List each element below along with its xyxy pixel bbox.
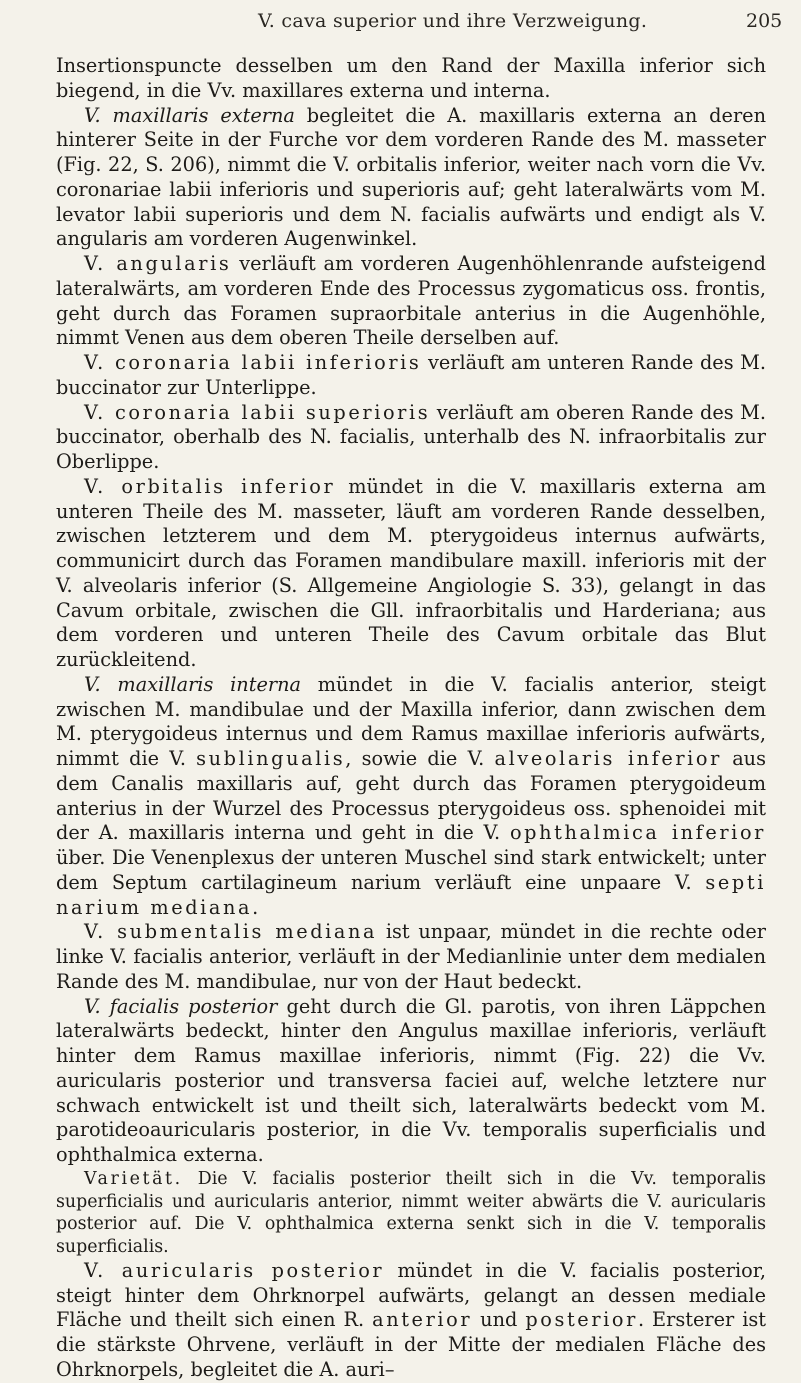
paragraph-text: ist unpaar, mündet in die rechte oder linke V. facialis anterior, verläuft in der Medianlinie unter dem medialen Rande des M. mandibulae, nur von der Haut bedeckt. (56, 920, 766, 993)
paragraph-text: verläuft am vorderen Augenhöhlenrande aufsteigend lateralwärts, am vorderen Ende des Processus zygomaticus oss. frontis, geht durch das Foramen supraorbitale anterius in die Augenhöhle, nimmt Venen aus dem oberen Theile derselben auf. (56, 252, 767, 350)
term-heading: V. submentalis mediana (84, 920, 378, 944)
paragraph-text: mündet in die V. maxillaris externa am unteren Theile des M. masseter, läuft am vorderen Rande desselben, zwischen letzterem und dem M. pterygoideus internus aufwärts, communicirt durch das Foramen mandibulare maxill. inferioris mit der V. alveolaris inferior (S. Allgemeine Angiologie S. 33), gelangt in das Cavum orbitale, zwischen die Gll. infraorbitalis und Harderiana; aus dem vorderen und unteren Theile des Cavum orbitale das Blut zurückleitend. (56, 474, 766, 671)
paragraph-text: und (472, 1308, 526, 1332)
paragraph-text: Insertionspuncte desselben um den Rand der Maxilla inferior sich biegend, in die Vv. maxillares externa und interna. (56, 54, 766, 102)
paragraph-text: Die V. facialis posterior theilt sich in die Vv. temporalis superficialis und auricularis anterior, nimmt weiter abwärts die V. auricularis posterior auf. Die V. ophthalmica externa senkt sich in die V. temporalis superficialis. (56, 1168, 766, 1258)
paragraph-text: mündet in die V. facialis anterior, steigt zwischen M. mandibulae und der Maxilla inferior, dann zwischen dem M. pterygoideus internus und dem Ramus maxillae inferioris aufwärts, nimmt die V. (56, 672, 766, 770)
term-spaced: sublingualis (196, 747, 346, 770)
paragraph-coronaria-inferioris (56, 351, 766, 401)
paragraph-orbitalis-inferior (56, 475, 766, 673)
term-heading: V. coronaria labii inferioris (84, 351, 422, 374)
term-heading: V. maxillaris externa (84, 103, 295, 127)
paragraph-coronaria-superioris (56, 401, 766, 475)
paragraph-text: mündet in die V. facialis posterior, steigt hinter dem Ohrknorpel aufwärts, gelangt an dessen mediale Fläche und theilt sich einen R. (56, 1258, 767, 1332)
paragraph-submentalis (56, 920, 766, 994)
term-heading: V. orbitalis inferior (84, 474, 336, 498)
paragraph-angularis (56, 252, 766, 351)
term-heading: V. auricularis posterior (84, 1258, 385, 1282)
term-spaced: anterior (372, 1308, 473, 1332)
term-heading: V. angularis (84, 252, 232, 275)
term-spaced: alveolaris inferior (494, 747, 722, 770)
paragraph-text: über. Die Venenplexus der unteren Muschel sind stark entwickelt; unter dem Septum cartilagineum narium verläuft eine unpaare V. (56, 846, 766, 894)
paragraph-text: begleitet die A. maxillaris externa an deren hinterer Seite in der Furche vor dem vorderen Rande des M. masseter (Fig. 22, S. 206), nimmt die V. orbitalis inferior, weiter nach vorn die Vv. coronariae labii inferioris und superioris auf; geht lateralwärts vom M. levator labii superioris und dem N. facialis aufwärts und endigt als V. angularis am vorderen Augenwinkel. (56, 103, 766, 251)
term-heading: Varietät. (84, 1168, 183, 1189)
term-heading: V. maxillaris interna (84, 672, 301, 696)
term-spaced: ophthalmica inferior (509, 821, 766, 845)
paragraph-facialis-posterior (56, 995, 766, 1168)
paragraph-text: verläuft am unteren Rande des M. buccinator zur Unterlippe. (56, 351, 766, 399)
paragraph-text: . Ersterer ist die stärkste Ohrvene, verläuft in der Mitte der medialen Fläche des Ohrknorpels, begleitet die A. auri– (56, 1308, 767, 1381)
paragraph-text: geht durch die Gl. parotis, von ihren Läppchen lateralwärts bedeckt, hinter den Angulus maxillae inferioris, verläuft hinter dem Ramus maxillae inferioris, nimmt (Fig. 22) die Vv. auricularis posterior und transversa faciei auf, welche letztere nur schwach entwickelt ist und theilt sich, lateralwärts bedeckt vom M. parotideoauricularis posterior, in die Vv. temporalis superficialis und ophthalmica externa. (56, 994, 766, 1166)
paragraph-text: . (252, 895, 259, 919)
term-spaced: septi narium mediana (56, 870, 766, 919)
paragraph-text: aus dem Canalis maxillaris auf, geht durch das Foramen pterygoideum anterius in der Wurzel des Processus pterygoideus oss. sphenoidei mit der A. maxillaris interna und geht in die V. (56, 747, 766, 845)
body-text (56, 54, 766, 1383)
paragraph-text: , sowie die V. (345, 747, 495, 770)
paragraph-text: verläuft am oberen Rande des M. buccinator, oberhalb des N. facialis, unterhalb des N. infraorbitalis zur Oberlippe. (56, 400, 766, 473)
page-header (0, 6, 801, 34)
paragraph-maxillaris-interna (56, 673, 766, 921)
paragraph-auricularis-posterior (56, 1259, 766, 1383)
paragraph-maxillaris-externa (56, 104, 766, 253)
running-title: V. cava superior und ihre Verzweigung. (258, 10, 648, 32)
paragraph-insertion (56, 54, 766, 104)
paragraph-varietaet (56, 1168, 766, 1259)
term-spaced: posterior (525, 1308, 638, 1332)
term-heading: V. facialis posterior (84, 994, 278, 1018)
term-heading: V. coronaria labii superioris (84, 400, 431, 424)
page-number: 205 (746, 10, 783, 32)
